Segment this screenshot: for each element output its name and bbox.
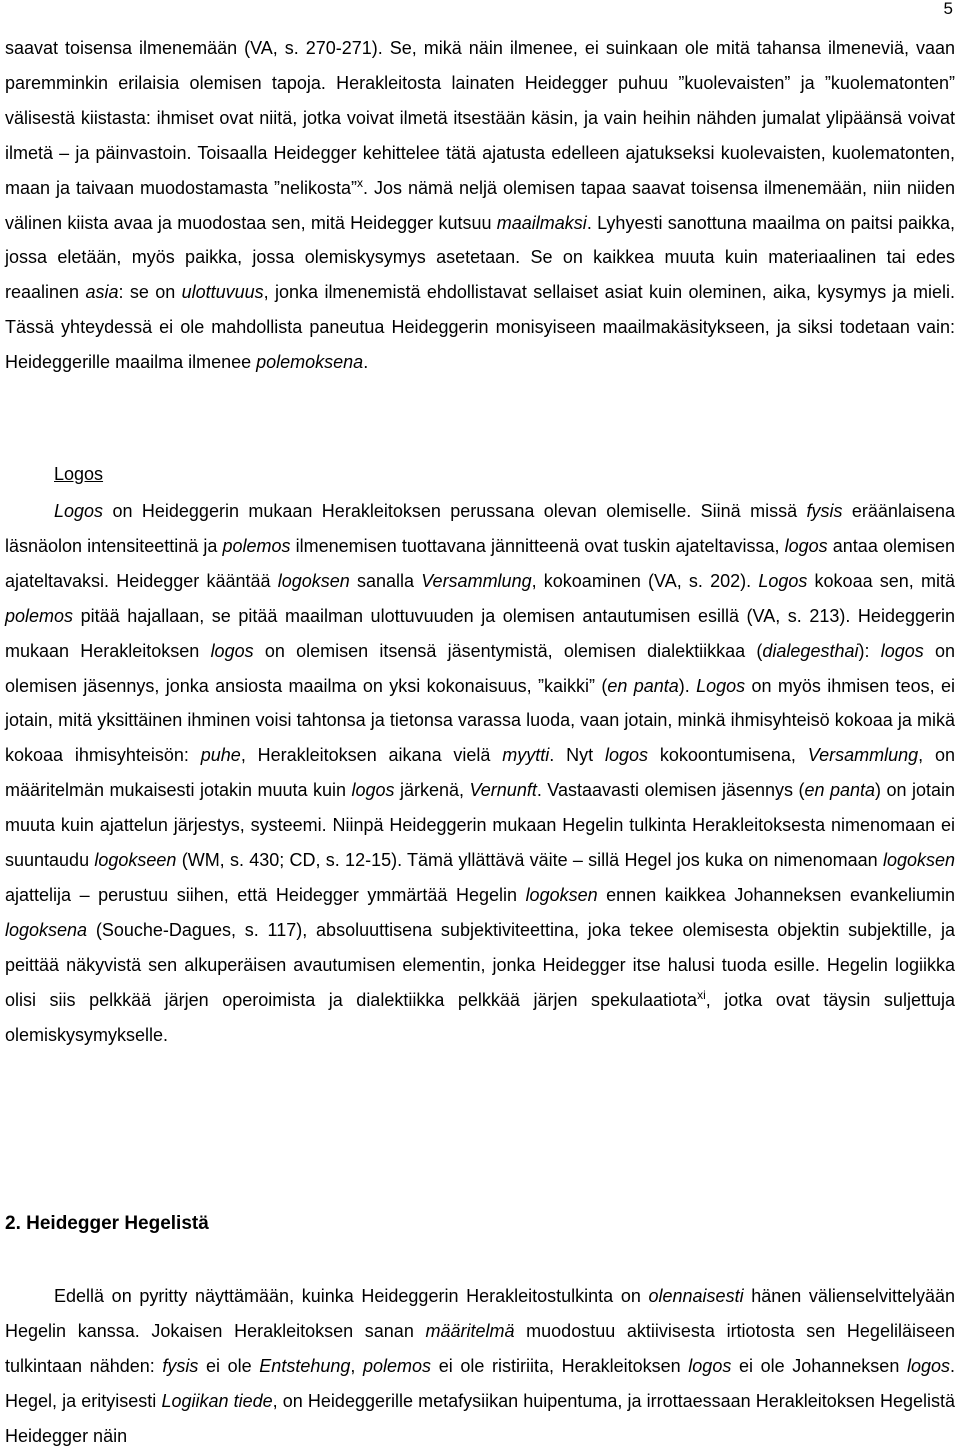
text-run: kokoaa sen, mitä [807, 570, 955, 591]
italic-term: logoksen [882, 850, 956, 871]
italic-term: määritelmä [425, 1320, 515, 1341]
text-run: (WM, s. 430; CD, s. 12-15). Tämä yllättävä väite – sillä Hegel jos kuka on nimenomaan [176, 850, 883, 871]
paragraph-1-block [5, 31, 955, 380]
text-run: ajattelija – perustuu siihen, että Heidegger ymmärtää Hegelin [5, 884, 526, 905]
text-run: ). [678, 675, 697, 696]
italic-term: polemos [363, 1355, 432, 1376]
italic-term: logos [688, 1355, 732, 1376]
italic-term: logos [906, 1355, 950, 1376]
italic-term: Logiikan tiede [161, 1390, 273, 1411]
italic-term: logoksen [525, 884, 598, 905]
text-run: : se on [118, 282, 182, 303]
text-run: saavat toisensa ilmenemään (VA, s. 270-271). Se, mikä näin ilmenee, ei suinkaan ole mitä tahansa ilmeneviä, vaan paremminkin erilaisia olemisen tapoja. Herakleitosta lainaten Heidegger puhuu ”kuolevaisten” ja ”kuolematonten” välisestä kiistasta: ihmiset ovat niitä, jotka voivat ilmetä itsestään käsin, ja vain heihin nähden jumalat ylipäänsä voivat ilmetä – ja päinvastoin. Toisaalla Heidegger kehittelee tätä ajatusta edelleen ajatukseksi kuolevaisten, kuolematonten, maan ja taivaan muodostamasta ”nelikosta” [5, 38, 955, 198]
text-run: pitää hajallaan, se pitää maailman ulottuvuuden ja olemisen antautumisen esillä (VA, s. 213). Heideggerin mukaan Herakleitoksen [5, 605, 955, 661]
text-run: on olemisen itsensä jäsentymistä, olemisen dialektiikkaa ( [253, 640, 763, 661]
text-run: , Herakleitoksen aikana vielä [240, 745, 503, 766]
document-page [5, 0, 955, 1455]
text-run: ei ole ristiriita, Herakleitoksen [431, 1355, 689, 1376]
footnote-ref: xi [697, 987, 706, 1002]
italic-term: Logos [54, 501, 104, 521]
italic-term: asia [85, 282, 119, 303]
italic-term: polemos [222, 535, 291, 556]
text-run: antaa olemisen ajateltavaksi. Heidegger kääntää [5, 535, 955, 591]
italic-term: logokseen [94, 850, 177, 871]
text-run: on olemisen jäsennys, jonka ansiosta maailma on yksi kokonaisuus, ”kaikki” ( [5, 640, 955, 696]
italic-term: olennaisesti [648, 1286, 744, 1306]
text-run: kokoontumisena, [648, 745, 808, 766]
text-run: ei ole Johanneksen [731, 1355, 907, 1376]
text-run: , on määritelmän mukaisesti jotakin muuta kuin [5, 745, 955, 801]
section-heading: 2. Heidegger Hegelistä [5, 1213, 209, 1234]
paragraph-1 [5, 31, 955, 380]
text-run: hänen välienselvittelyään Hegelin kanssa. Jokaisen Herakleitoksen sanan [5, 1286, 955, 1341]
paragraph-3-block [5, 1279, 955, 1454]
italic-term: Logos [758, 570, 808, 591]
italic-term: en panta [804, 780, 876, 801]
text-run: järkenä, [394, 780, 470, 801]
text-run: , on Heideggerille metafysiikan huipentuma, ja irrottaessaan Herakleitoksen Hegelistä Heidegger näin [5, 1390, 955, 1446]
footnote-ref: x [357, 175, 364, 190]
text-run: . Vastaavasti olemisen jäsennys ( [536, 780, 805, 801]
italic-term: logos [784, 535, 828, 556]
italic-term: logos [604, 745, 648, 766]
italic-term: polemoksena [256, 352, 364, 373]
text-run: , jonka ilmenemistä ehdollistavat sellaiset asiat kuin oleminen, aika, kysymys ja mieli. Tässä yhteydessä ei ole mahdollista paneutua Heideggerin monisyiseen maailmakäsitykseen, ja siksi todetaan vain: Heideggerille maailma ilmenee [5, 282, 955, 373]
text-run: on Heideggerin mukaan Herakleitoksen perussana olevan olemiselle. Siinä missä [103, 501, 807, 521]
italic-term: logos [880, 640, 924, 661]
italic-term: puhe [200, 745, 241, 766]
italic-term: Vernunft [469, 780, 537, 801]
text-run: ennen kaikkea Johanneksen evankeliumin [597, 884, 955, 905]
subheading-logos: Logos [54, 464, 104, 484]
italic-term: dialegesthai [762, 640, 859, 661]
italic-term: logoksen [277, 570, 350, 591]
text-run: (Souche-Dagues, s. 117), absoluuttisena subjektiviteettina, joka tekee olemisesta objektin subjektille, ja peittää näkyvistä sen alkuperäisen avautumisen elementin, jonka Heidegger itse halusi tuoda esille. Hegelin logiikka olisi siis pelkkää järjen operoimista ja dialektiikka pelkkää järjen spekulaatiota [5, 919, 955, 1010]
text-run: ei ole [198, 1355, 260, 1376]
text-run: Edellä on pyritty näyttämään, kuinka Heideggerin Herakleitostulkinta on [54, 1286, 649, 1306]
italic-term: logoksena [5, 919, 88, 940]
italic-term: fysis [806, 501, 843, 521]
text-run: . Jos nämä neljä olemisen tapaa saavat toisensa ilmenemään, niin niiden välinen kiista avaa ja muodostaa sen, mitä Heidegger kutsuu [5, 177, 955, 233]
italic-term: logos [351, 780, 395, 801]
paragraph-2-block [5, 494, 955, 1053]
page-number: 5 [943, 0, 953, 18]
italic-term: Versammlung [807, 745, 919, 766]
text-run: , kokoaminen (VA, s. 202). [531, 570, 759, 591]
text-run: . Hegel, ja erityisesti [5, 1355, 955, 1411]
italic-term: Entstehung [259, 1355, 351, 1376]
italic-term: logos [210, 640, 254, 661]
italic-term: Versammlung [421, 570, 532, 591]
text-run: eräänlaisena läsnäolon intensiteettinä ja [5, 501, 955, 556]
italic-term: en panta [607, 675, 679, 696]
paragraph-3 [5, 1279, 955, 1454]
text-run: , jotka ovat täysin suljettuja olemiskysymykselle. [5, 989, 955, 1045]
text-run: ) on jotain muuta kuin ajattelun järjestys, systeemi. Niinpä Heideggerin mukaan Hegelin tulkinta Herakleitoksesta nimenomaan ei suuntaudu [5, 780, 955, 871]
text-run: ilmenemisen tuottavana jännitteenä ovat tuskin ajateltavissa, [290, 535, 785, 556]
text-run: , [350, 1355, 364, 1376]
italic-term: polemos [5, 605, 74, 626]
italic-term: myytti [502, 745, 550, 766]
text-run: ): [858, 640, 881, 661]
text-run: on myös ihmisen teos, ei jotain, mitä yksittäinen ihminen voisi tahtonsa ja tietonsa varassa luoda, vaan jotain, minkä ihmisyhteisö kokoaa ja mikä kokoaa ihmisyhteisön: [5, 675, 955, 766]
text-run: sanalla [349, 570, 422, 591]
italic-term: maailmaksi [496, 212, 587, 233]
text-run: . Lyhyesti sanottuna maailma on paitsi paikka, jossa eletään, myös paikka, jossa olemiskysymys asetetaan. Se on kaikkea muuta kuin materiaalinen tai edes reaalinen [5, 212, 956, 303]
italic-term: ulottuvuus [181, 282, 264, 303]
text-run: . Nyt [549, 745, 605, 766]
italic-term: fysis [162, 1355, 199, 1376]
text-run: . [363, 352, 369, 373]
text-run: muodostuu aktiivisesta irtiotosta sen Hegeliläiseen tulkintaan nähden: [5, 1320, 955, 1376]
italic-term: Logos [696, 675, 746, 696]
paragraph-2 [5, 494, 955, 1053]
